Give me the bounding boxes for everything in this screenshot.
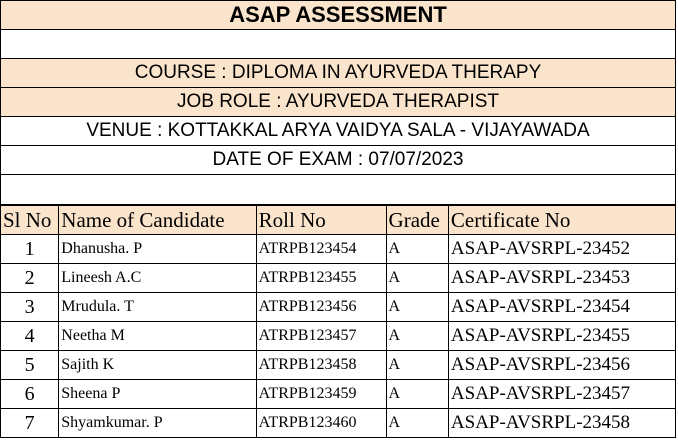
cell-grade: A	[386, 351, 448, 380]
candidates-table	[0, 205, 676, 438]
cell-roll-no: ATRPB123455	[256, 264, 386, 293]
cell-certificate-no: ASAP-AVSRPL-23456	[448, 351, 675, 380]
cell-grade: A	[386, 293, 448, 322]
cell-name: Sheena P	[59, 380, 256, 409]
table-row	[1, 264, 676, 293]
table-header-row	[1, 206, 676, 235]
cell-certificate-no: ASAP-AVSRPL-23454	[448, 293, 675, 322]
cell-grade: A	[386, 322, 448, 351]
cell-roll-no: ATRPB123458	[256, 351, 386, 380]
col-header-sl-no: Sl No	[1, 206, 59, 235]
table-row	[1, 380, 676, 409]
course-line: COURSE : DIPLOMA IN AYURVEDA THERAPY	[0, 59, 676, 88]
blank-row-2	[0, 175, 676, 205]
cell-name: Sajith K	[59, 351, 256, 380]
col-header-roll-no: Roll No	[256, 206, 386, 235]
cell-certificate-no: ASAP-AVSRPL-23453	[448, 264, 675, 293]
cell-name: Lineesh A.C	[59, 264, 256, 293]
table-row	[1, 293, 676, 322]
cell-grade: A	[386, 380, 448, 409]
cell-sl-no: 2	[1, 264, 59, 293]
cell-grade: A	[386, 409, 448, 438]
table-row	[1, 351, 676, 380]
col-header-name: Name of Candidate	[59, 206, 256, 235]
cell-roll-no: ATRPB123460	[256, 409, 386, 438]
blank-row	[0, 30, 676, 59]
col-header-grade: Grade	[386, 206, 448, 235]
table-row	[1, 235, 676, 264]
cell-name: Shyamkumar. P	[59, 409, 256, 438]
exam-date-line: DATE OF EXAM : 07/07/2023	[0, 146, 676, 175]
cell-certificate-no: ASAP-AVSRPL-23455	[448, 322, 675, 351]
cell-roll-no: ATRPB123457	[256, 322, 386, 351]
venue-line: VENUE : KOTTAKKAL ARYA VAIDYA SALA - VIJAYAWADA	[0, 117, 676, 146]
job-role-line: JOB ROLE : AYURVEDA THERAPIST	[0, 88, 676, 117]
cell-sl-no: 6	[1, 380, 59, 409]
sheet-title: ASAP ASSESSMENT	[0, 0, 676, 30]
cell-roll-no: ATRPB123459	[256, 380, 386, 409]
table-row	[1, 322, 676, 351]
table-row	[1, 409, 676, 438]
cell-name: Mrudula. T	[59, 293, 256, 322]
cell-name: Neetha M	[59, 322, 256, 351]
cell-sl-no: 1	[1, 235, 59, 264]
cell-sl-no: 4	[1, 322, 59, 351]
col-header-certificate-no: Certificate No	[448, 206, 675, 235]
cell-grade: A	[386, 235, 448, 264]
cell-sl-no: 7	[1, 409, 59, 438]
cell-certificate-no: ASAP-AVSRPL-23457	[448, 380, 675, 409]
cell-sl-no: 3	[1, 293, 59, 322]
cell-name: Dhanusha. P	[59, 235, 256, 264]
cell-certificate-no: ASAP-AVSRPL-23458	[448, 409, 675, 438]
cell-certificate-no: ASAP-AVSRPL-23452	[448, 235, 675, 264]
cell-sl-no: 5	[1, 351, 59, 380]
cell-roll-no: ATRPB123456	[256, 293, 386, 322]
cell-grade: A	[386, 264, 448, 293]
cell-roll-no: ATRPB123454	[256, 235, 386, 264]
